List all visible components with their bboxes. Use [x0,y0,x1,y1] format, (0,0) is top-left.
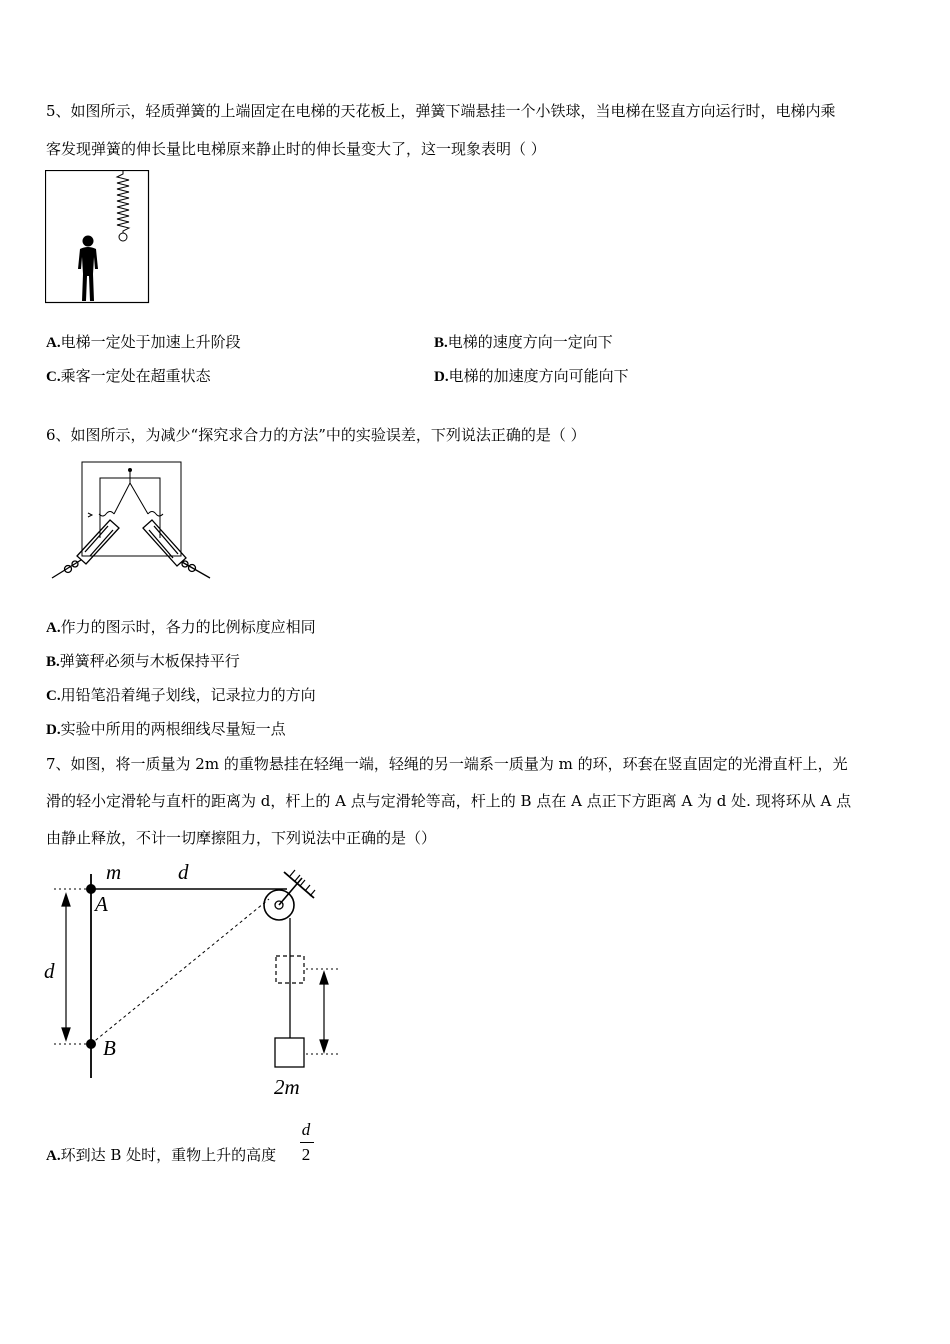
loop-right [148,512,163,517]
paper-outline [100,478,160,538]
fraction-denominator: 2 [301,1145,311,1164]
fraction-bar [300,1142,314,1143]
elevator-figure [45,170,150,304]
elevator-box [46,171,149,303]
q5-stem-line1: 5、如图所示，轻质弹簧的上端固定在电梯的天花板上，弹簧下端悬挂一个小铁球，当电梯在竖直方向运行时，电梯内乘 [46,102,836,120]
point-b [86,1039,96,1049]
spring-balance-left-icon [52,520,119,578]
label-d-top: d [178,860,189,884]
label-d-left: d [44,959,55,983]
q7-stem-line1: 7、如图，将一质量为 2m 的重物悬挂在轻绳一端，轻绳的另一端系一质量为 m 的环，环套在竖直固定的光滑直杆上，光 [46,755,848,773]
q6-option-c: C.用铅笔沿着绳子划线，记录拉力的方向 [46,686,316,704]
q7-stem-line2: 滑的轻小定滑轮与直杆的距离为 d，杆上的 A 点与定滑轮等高，杆上的 B 点在 A 点正下方距离 A 为 d 处. 现将环从 A 点 [46,792,852,810]
q6-stem: 6、如图所示，为减少“探究求合力的方法”中的实验误差，下列说法正确的是（ ） [46,426,586,444]
weight-block [275,1038,304,1067]
label-a: A [95,892,108,916]
q5-option-d: D.电梯的加速度方向可能向下 [434,367,629,385]
q6-option-d: D.实验中所用的两根细线尽量短一点 [46,720,286,738]
q5-option-c: C.乘客一定处在超重状态 [46,367,211,385]
force-experiment-figure [48,458,214,584]
q7-stem-line3: 由静止释放，不计一切摩擦阻力，下列说法中正确的是（） [46,829,437,847]
label-m: m [106,860,122,884]
spring-icon [117,171,129,241]
label-2m: 2m [274,1075,300,1099]
q6-option-a: A.作力的图示时，各力的比例标度应相同 [46,618,316,636]
q5-stem-line2: 客发现弹簧的伸长量比电梯原来静止时的伸长量变大了，这一现象表明（ ） [46,140,546,158]
loop-left [99,512,114,517]
q5-option-b: B.电梯的速度方向一定向下 [434,333,613,351]
string-right [130,483,148,514]
person-icon [78,236,98,302]
fraction-numerator: d [301,1120,311,1139]
label-b: B [103,1036,116,1060]
spring-balance-right-icon [143,520,210,578]
q7-option-a: A.环到达 B 处时，重物上升的高度 [46,1146,277,1164]
q5-option-a: A.电梯一定处于加速上升阶段 [46,333,241,351]
q6-option-b: B.弹簧秤必须与木板保持平行 [46,652,240,670]
rope-dashed [91,899,269,1044]
board-outline [82,462,181,556]
pulley-icon [264,870,315,920]
string-left [114,483,130,514]
pulley-figure [44,856,354,1101]
